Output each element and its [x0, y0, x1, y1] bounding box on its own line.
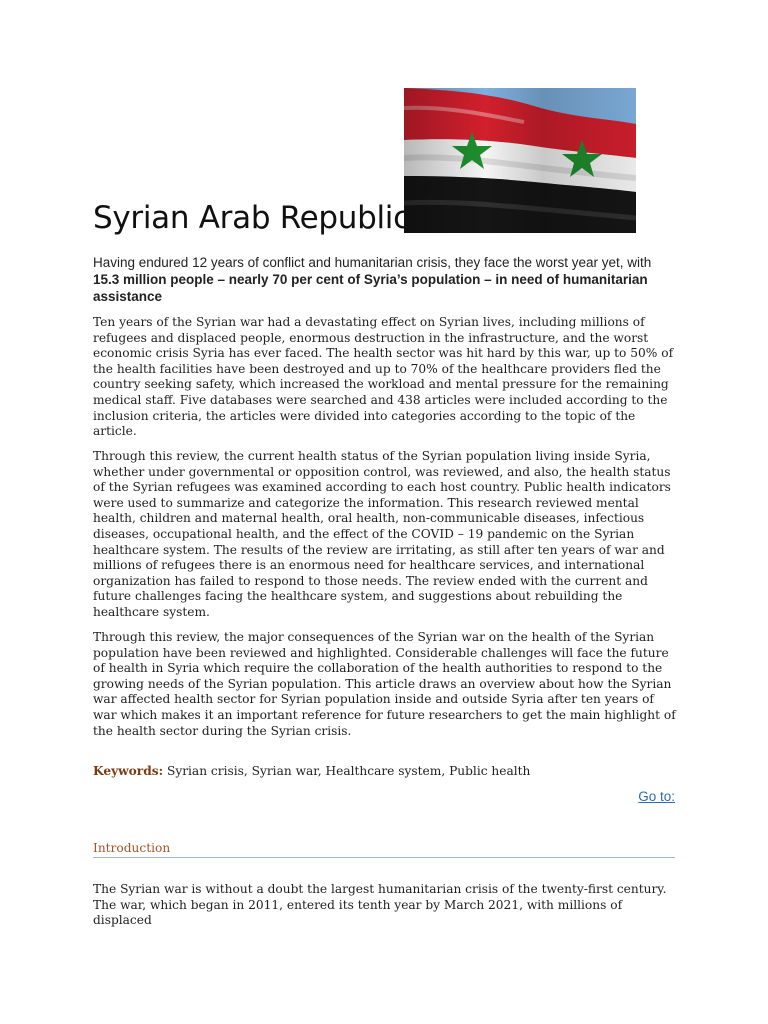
lead-intro: Having endured 12 years of conflict and humanitarian crisis, they face the worst year yet, with [93, 255, 652, 270]
syria-flag-image [404, 88, 636, 233]
lead-highlight: 15.3 million people – nearly 70 per cent of Syria’s population – in need of humanitarian assistance [93, 272, 648, 304]
flag-graphic [404, 88, 636, 233]
abstract-paragraph-1: Ten years of the Syrian war had a devastating effect on Syrian lives, including millions of refugees and displaced people, enormous destruction in the infrastructure, and the worst economic crisis Syria has ever faced. The health sector was hit hard by this war, up to 50% of the health facilities have been destroyed and up to 70% of the healthcare providers fled the country seeking safety, which increased the workload and mental pressure for the remaining medical staff. Five databases were searched and 438 articles were included according to the inclusion criteria, the articles were divided into categories according to the topic of the article. [93, 315, 674, 439]
keywords-value: Syrian crisis, Syrian war, Healthcare system, Public health [163, 764, 531, 778]
section-heading-introduction: Introduction [93, 841, 675, 858]
go-to-link[interactable]: Go to: [638, 789, 675, 804]
abstract-paragraph-2: Through this review, the current health status of the Syrian population living inside Syria, whether under governmental or opposition control, was reviewed, and also, the health status of the Syrian refugees was examined according to each host country. Public health indicators were used to summarize and categorize the information. This research reviewed mental health, children and maternal health, oral health, non-communicable diseases, infectious diseases, occupational health, and the effect of the COVID – 19 pandemic on the Syrian healthcare system. The results of the review are irritating, as still after ten years of war and millions of refugees there is an enormous need for healthcare services, and international organization has failed to respond to those needs. The review ended with the current and future challenges facing the healthcare system, and suggestions about rebuilding the healthcare system. [93, 449, 671, 619]
keywords-label: Keywords: [93, 764, 164, 778]
lead-summary [93, 254, 675, 305]
page-title: Syrian Arab Republic [93, 200, 410, 236]
introduction-paragraph: The Syrian war is without a doubt the largest humanitarian crisis of the twenty-first century. The war, which began in 2011, entered its tenth year by March 2021, with millions of displaced [93, 882, 667, 928]
keywords [93, 764, 678, 780]
abstract-paragraph-3: Through this review, the major consequences of the Syrian war on the health of the Syrian population have been reviewed and highlighted. Considerable challenges will face the future of health in Syria which require the collaboration of the health authorities to respond to the growing needs of the Syrian population. This article draws an overview about how the Syrian war affected health sector for Syrian population inside and outside Syria after ten years of war which makes it an important reference for future researchers to get the main highlight of the health sector during the Syrian crisis. [93, 630, 676, 738]
